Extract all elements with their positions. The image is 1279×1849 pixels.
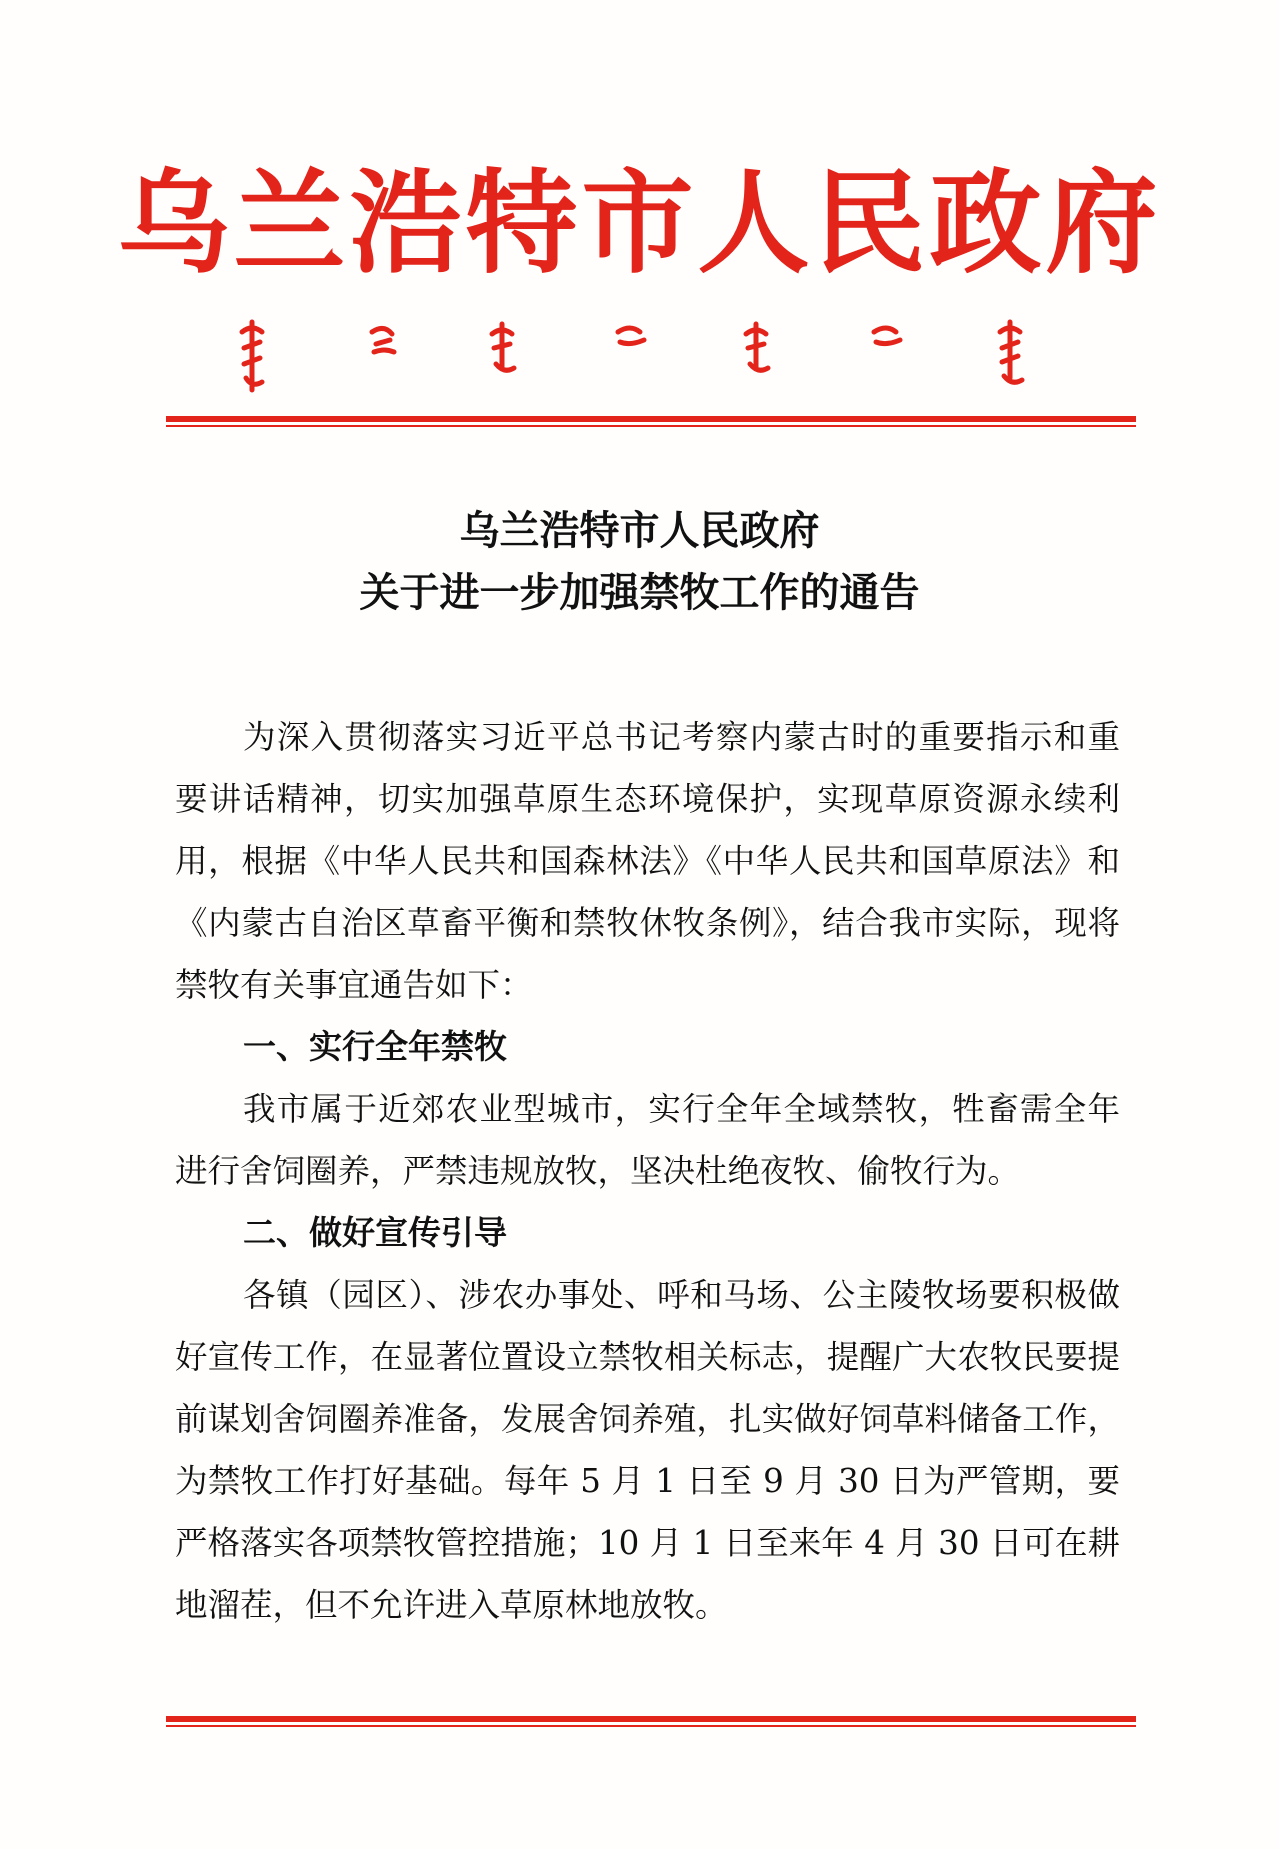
mongolian-glyph-7 — [990, 318, 1030, 398]
document-title-line-1: 乌兰浩特市人民政府 — [459, 507, 820, 554]
mongolian-glyph-2 — [362, 318, 402, 398]
document-title-line-2: 关于进一步加强禁牧工作的通告 — [359, 569, 920, 616]
section-paragraph: 各镇（园区）、涉农办事处、呼和马场、公主陵牧场要积极做好宣传工作，在显著位置设立禁牧相关标志，提醒广大农牧民要提前谋划舍饲圈养准备，发展舍饲养殖，扎实做好饲草料储备工作，为禁牧工作打好基础。每年 5 月 1 日至 9 月 30 日为严管期，要严格落实各项禁牧管控措施；10 月 1 日至来年 4 月 30 日可在耕地溜茬，但不允许进入草原林地放牧。 — [175, 1276, 1120, 1624]
masthead-divider — [166, 416, 1136, 427]
mongolian-glyph-6 — [866, 318, 906, 398]
mongolian-glyph-5 — [736, 318, 776, 398]
footer-divider — [166, 1716, 1136, 1727]
section-heading: 二、做好宣传引导 — [243, 1213, 507, 1252]
mongolian-glyph-3 — [482, 318, 522, 398]
mongolian-glyph-1 — [232, 318, 272, 398]
mongolian-script-masthead — [0, 318, 1279, 398]
section-heading: 一、实行全年禁牧 — [243, 1027, 507, 1066]
intro-paragraph: 为深入贯彻落实习近平总书记考察内蒙古时的重要指示和重要讲话精神，切实加强草原生态环境保护，实现草原资源永续利用，根据《中华人民共和国森林法》《中华人民共和国草原法》和《内蒙古自治区草畜平衡和禁牧休牧条例》，结合我市实际，现将禁牧有关事宜通告如下： — [175, 718, 1120, 1004]
section-paragraph: 我市属于近郊农业型城市，实行全年全域禁牧，牲畜需全年进行舍饲圈养，严禁违规放牧，坚决杜绝夜牧、偷牧行为。 — [175, 1090, 1120, 1190]
mongolian-glyph-4 — [610, 318, 650, 398]
document-body — [175, 706, 1120, 1636]
masthead-title: 乌兰浩特市人民政府 — [117, 158, 1162, 289]
